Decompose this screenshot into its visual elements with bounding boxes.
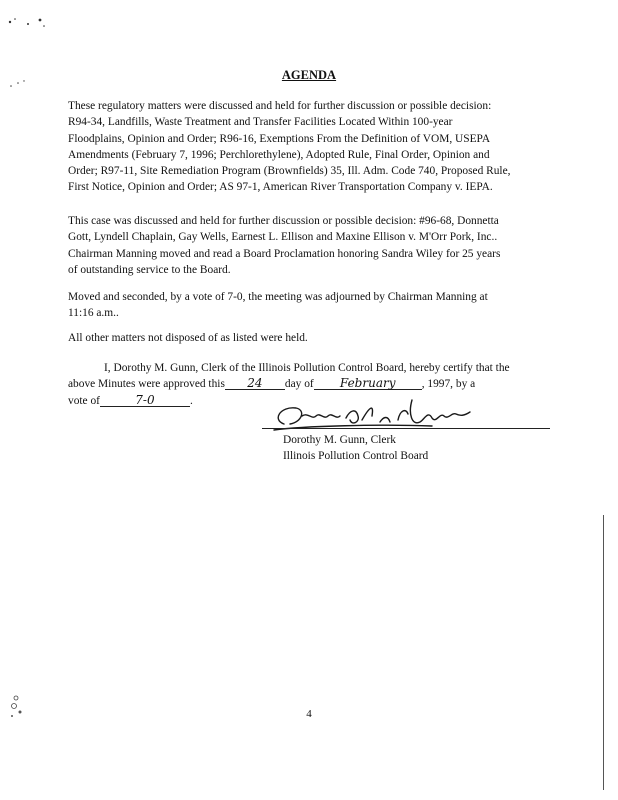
proclamation-paragraph [68,246,548,279]
scan-speckle [6,12,50,32]
signer-organization: Illinois Pollution Control Board [283,450,429,463]
scan-speckle [8,78,30,90]
page-number: 4 [306,708,312,720]
paragraph-line: This case was discussed and held for further discussion or possible decision: #96-68, Donnetta [68,215,499,227]
case-paragraph [68,213,548,246]
certification-line [68,376,548,392]
paragraph-line: These regulatory matters were discussed and held for further discussion or possible decision: [68,100,492,112]
paragraph-line: First Notice, Opinion and Order; AS 97-1, American River Transportation Company v. IEPA. [68,181,493,194]
agenda-heading: AGENDA [281,68,337,82]
certification-text: day of [284,378,314,391]
certification-text: vote of [68,394,100,407]
certification-text: above Minutes were approved this [68,378,225,391]
paragraph-line: Gott, Lyndell Chaplain, Gay Wells, Earnest L. Ellison and Maxine Ellison v. M'Orr Pork, Inc.. [68,231,498,244]
handwritten-signature [262,392,502,436]
vote-field: 7-0 [100,394,190,407]
paragraph-line: Chairman Manning moved and read a Board Proclamation honoring Sandra Wiley for 25 years [68,248,501,260]
paragraph-line: Moved and seconded, by a vote of 7-0, the meeting was adjourned by Chairman Manning at [68,291,488,303]
certification-line: I, Dorothy M. Gunn, Clerk of the Illinois Pollution Control Board, hereby certify that the [104,362,510,374]
paragraph-line: All other matters not disposed of as listed were held. [68,332,308,344]
paragraph-line: of outstanding service to the Board. [68,264,231,277]
paragraph-line: Amendments (February 7, 1996; Perchlorethylene), Adopted Rule, Final Order, Opinion and [68,148,490,161]
paragraph-line: Floodplains, Opinion and Order; R96-16, Exemptions From the Definition of VOM, USEPA [68,132,491,145]
signature-line [262,428,550,429]
approval-day-field: 24 [225,377,285,390]
adjournment-paragraph [68,289,548,322]
certification-text: . [189,394,193,407]
paragraph-line: 11:16 a.m.. [68,307,119,320]
other-matters-paragraph [68,330,548,346]
scan-speckle [6,690,30,724]
certification-text: , 1997, by a [421,378,476,391]
paragraph-line: R94-34, Landfills, Waste Treatment and Transfer Facilities Located Within 100-year [68,116,453,129]
approval-month-field: February [314,377,422,390]
paragraph-line: Order; R97-11, Site Remediation Program (Brownfields) 35, Ill. Adm. Code 740, Proposed Rule, [68,165,511,178]
signature-block [283,432,428,465]
regulatory-matters-paragraph [68,98,548,196]
scan-margin-line [603,515,604,790]
signer-name: Dorothy M. Gunn, Clerk [283,434,396,446]
